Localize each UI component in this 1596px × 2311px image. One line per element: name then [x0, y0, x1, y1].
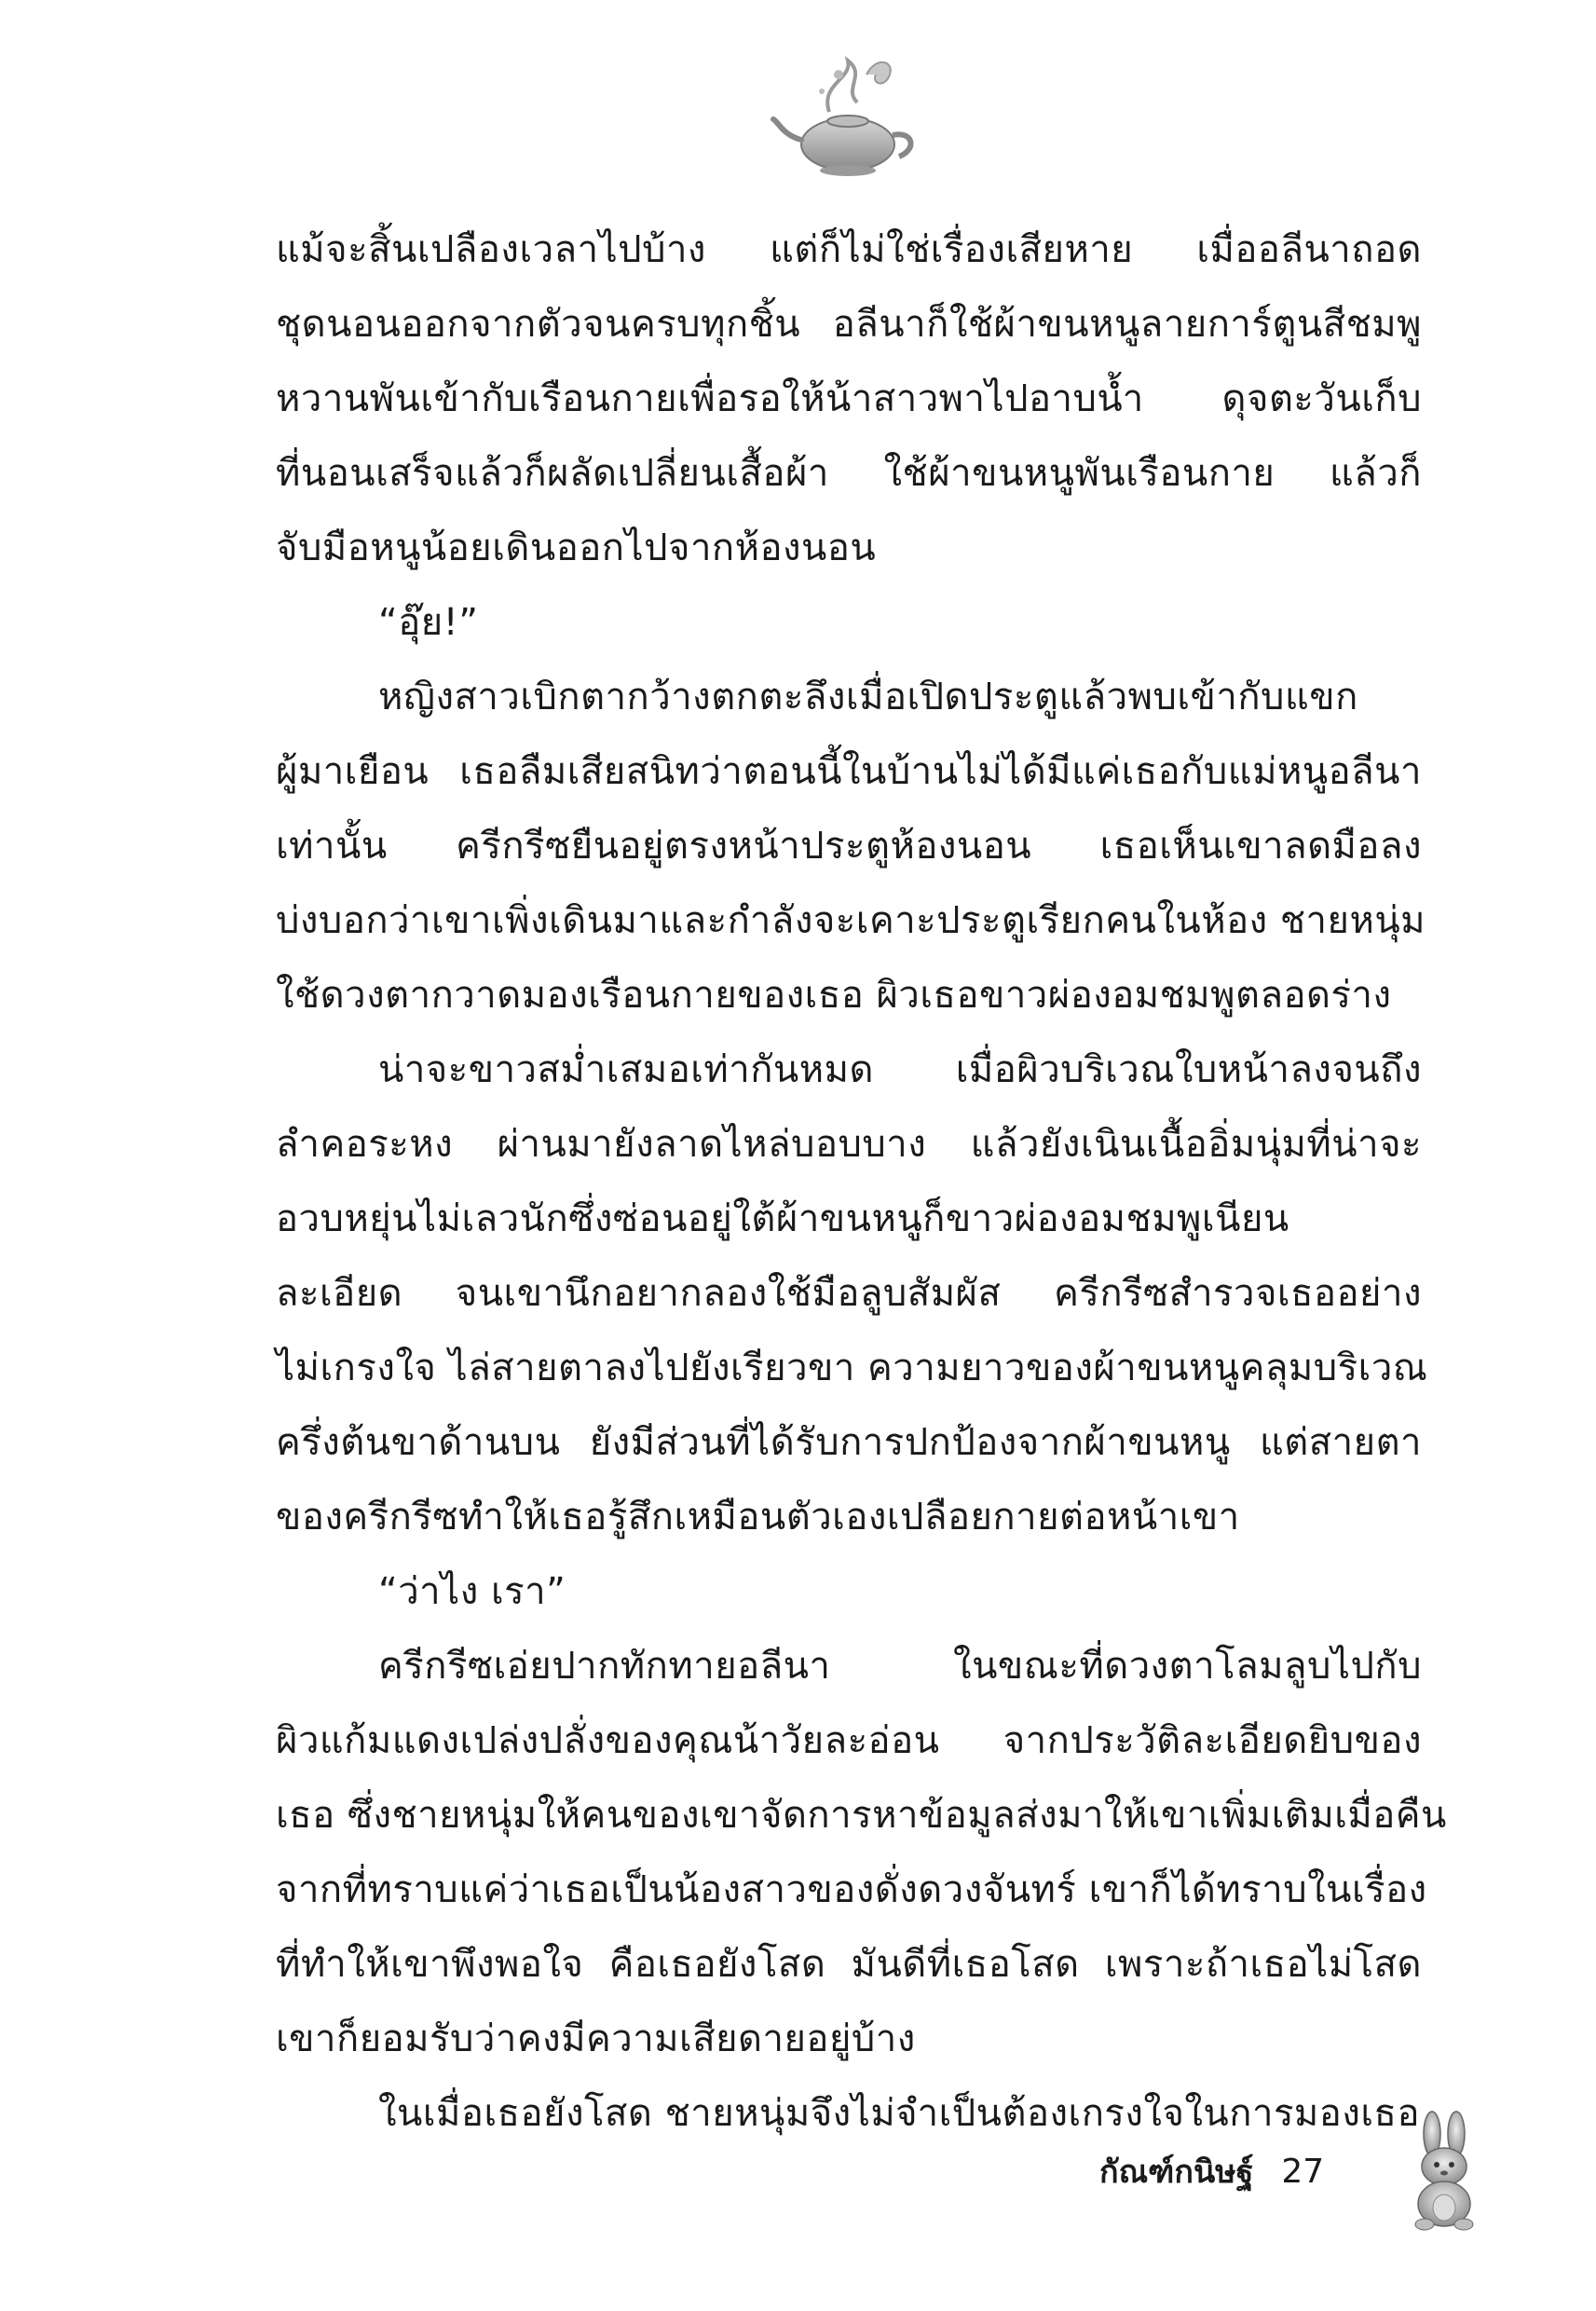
text-line: ครีกรีซเอ่ยปากทักทายอลีนา ในขณะที่ดวงตาโลมลูบไปกับ [378, 1645, 1422, 1688]
teapot-ornament-icon [764, 47, 932, 186]
text-line: บ่งบอกว่าเขาเพิ่งเดินมาและกำลังจะเคาะประตูเรียกคนในห้อง ชายหนุ่ม [276, 899, 1426, 942]
text-line: ผู้มาเยือน เธอลืมเสียสนิทว่าตอนนี้ในบ้านไม่ได้มีแค่เธอกับแม่หนูอลีนา [276, 750, 1422, 793]
paragraph [276, 212, 1422, 585]
text-line: อวบหยุ่นไม่เลวนักซึ่งซ่อนอยู่ใต้ผ้าขนหนูก็ขาวผ่องอมชมพูเนียน [276, 1197, 1289, 1240]
text-line: “ว่าไง เรา” [378, 1570, 566, 1613]
text-line: น่าจะขาวสม่ำเสมอเท่ากันหมด เมื่อผิวบริเวณใบหน้าลงจนถึง [378, 1048, 1422, 1091]
paragraph [276, 1629, 1447, 2076]
paragraph [276, 660, 1426, 1032]
text-line: แม้จะสิ้นเปลืองเวลาไปบ้าง แต่ก็ไม่ใช่เรื่องเสียหาย เมื่ออลีนาถอด [276, 228, 1422, 271]
footer [1099, 2143, 1324, 2199]
text-line: ละเอียด จนเขานึกอยากลองใช้มือลูบสัมผัส ครีกรีซสำรวจเธออย่าง [276, 1272, 1422, 1315]
text-line: ผิวแก้มแดงเปล่งปลั่งของคุณน้าวัยละอ่อน จากประวัติละเอียดยิบของ [276, 1719, 1422, 1762]
paragraph [276, 2076, 1422, 2151]
text-line: เท่านั้น ครีกรีซยืนอยู่ตรงหน้าประตูห้องนอน เธอเห็นเขาลดมือลง [276, 825, 1422, 868]
text-line: ที่นอนเสร็จแล้วก็ผลัดเปลี่ยนเสื้อผ้า ใช้ผ้าขนหนูพันเรือนกาย แล้วก็ [276, 452, 1422, 495]
paragraph [276, 585, 1422, 660]
text-line: หญิงสาวเบิกตากว้างตกตะลึงเมื่อเปิดประตูแล้วพบเข้ากับแขก [378, 676, 1358, 718]
text-line: ในเมื่อเธอยังโสด ชายหนุ่มจึงไม่จำเป็นต้องเกรงใจในการมองเธอ [378, 2092, 1420, 2135]
text-line: ลำคอระหง ผ่านมายังลาดไหล่บอบบาง แล้วยังเนินเนื้ออิ่มนุ่มที่น่าจะ [276, 1123, 1422, 1166]
text-line: ใช้ดวงตากวาดมองเรือนกายของเธอ ผิวเธอขาวผ่องอมชมพูตลอดร่าง [276, 974, 1392, 1017]
paragraph [276, 1032, 1428, 1554]
text-line: ของครีกรีซทำให้เธอรู้สึกเหมือนตัวเองเปลือยกายต่อหน้าเขา [276, 1496, 1240, 1538]
text-line: จับมือหนูน้อยเดินออกไปจากห้องนอน [276, 526, 877, 569]
paragraph [276, 1554, 1422, 1629]
text-line: เขาก็ยอมรับว่าคงมีความเสียดายอยู่บ้าง [276, 2017, 916, 2060]
text-line: จากที่ทราบแค่ว่าเธอเป็นน้องสาวของดั่งดวงจันทร์ เขาก็ได้ทราบในเรื่อง [276, 1868, 1427, 1911]
text-line: ชุดนอนออกจากตัวจนครบทุกชิ้น อลีนาก็ใช้ผ้าขนหนูลายการ์ตูนสีชมพู [276, 303, 1422, 346]
page-number: 27 [1281, 2152, 1325, 2191]
book-title: กัณฑ์กนิษฐ์ [1099, 2154, 1254, 2191]
text-line: ไม่เกรงใจ ไล่สายตาลงไปยังเรียวขา ความยาวของผ้าขนหนูคลุมบริเวณ [276, 1347, 1428, 1389]
text-line: ครึ่งต้นขาด้านบน ยังมีส่วนที่ได้รับการปกป้องจากผ้าขนหนู แต่สายตา [276, 1421, 1422, 1464]
rabbit-icon [1402, 2111, 1486, 2232]
body-text [276, 212, 1447, 2151]
text-line: “อุ๊ย!” [378, 601, 479, 644]
text-line: ที่ทำให้เขาพึงพอใจ คือเธอยังโสด มันดีที่เธอโสด เพราะถ้าเธอไม่โสด [276, 1943, 1422, 1986]
text-line: เธอ ซึ่งชายหนุ่มให้คนของเขาจัดการหาข้อมูลส่งมาให้เขาเพิ่มเติมเมื่อคืน [276, 1794, 1447, 1837]
text-line: หวานพันเข้ากับเรือนกายเพื่อรอให้น้าสาวพาไปอาบน้ำ ดุจตะวันเก็บ [276, 377, 1422, 420]
